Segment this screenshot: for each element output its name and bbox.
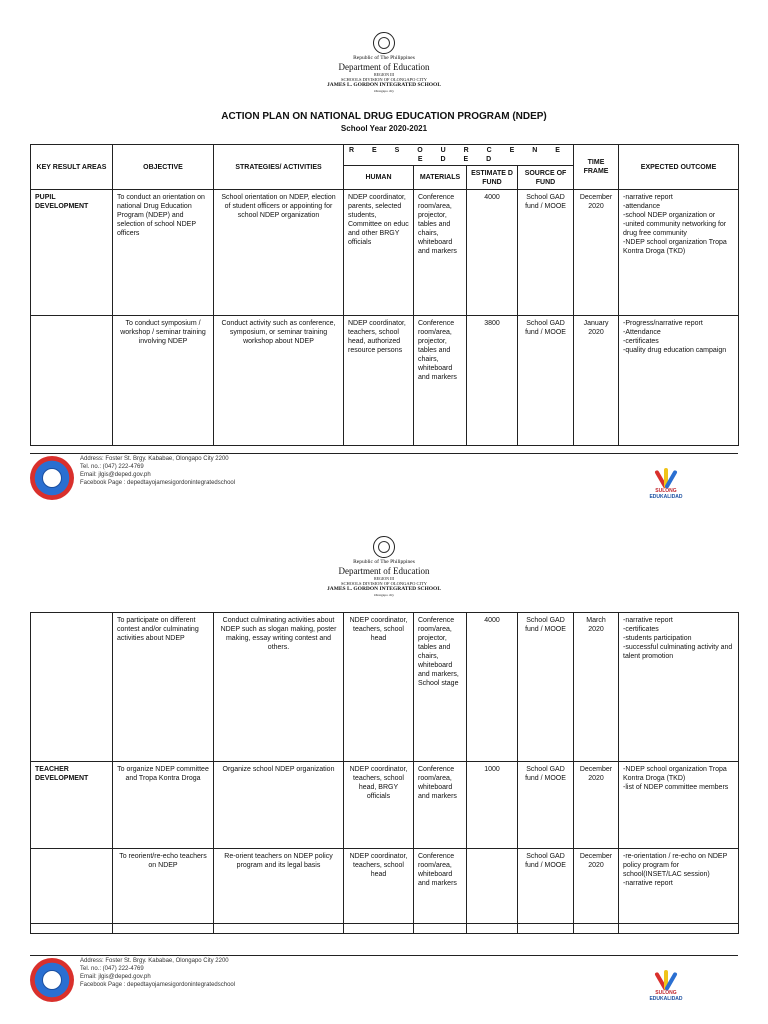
header-key-result-areas: KEY RESULT AREAS: [31, 145, 113, 190]
cell-objective: To conduct symposium / workshop / seminar training involving NDEP: [113, 316, 214, 446]
footer-contact: [80, 957, 235, 989]
table-row: [31, 849, 739, 924]
sulong-edukalidad-logo: [646, 466, 686, 500]
cell-objective: To organize NDEP committee and Tropa Kontra Droga: [113, 762, 214, 849]
footer-email: Email: jlgis@deped.gov.ph: [80, 472, 151, 478]
table-row: [31, 190, 739, 316]
cell-area: PUPIL DEVELOPMENT: [31, 190, 113, 316]
letterhead-republic: Republic of The Philippines: [353, 559, 415, 565]
sulong-mark-icon: [656, 466, 676, 488]
header-resource-needed: R E S O U R C E N E E D E D: [344, 145, 574, 166]
cell-outcome: -NDEP school organization Tropa Kontra Droga (TKD) -list of NDEP committee members: [619, 762, 739, 849]
letterhead-school: JAMES L. GORDON INTEGRATED SCHOOL: [326, 586, 442, 592]
letterhead-republic: Republic of The Philippines: [353, 55, 415, 61]
cell-objective: To reorient/re-echo teachers on NDEP: [113, 849, 214, 924]
letterhead-division: SCHOOLS DIVISION OF OLONGAPO CITY: [340, 581, 427, 586]
cell-outcome: -Progress/narrative report -Attendance -certificates -quality drug education campaign: [619, 316, 739, 446]
school-logo-icon: [30, 958, 74, 1002]
cell-human: NDEP coordinator, parents, selected students, Committee on educ and other BRGY officials: [344, 190, 414, 316]
cell-source: School GAD fund / MOOE: [518, 762, 574, 849]
letterhead: [0, 32, 768, 93]
footer-facebook: Facebook Page : depedtayojamesigordonintegratedschool: [80, 982, 236, 988]
cell-strategies: Organize school NDEP organization: [214, 762, 344, 849]
cell-fund: [467, 849, 518, 924]
cell-materials: Conference room/area, whiteboard and markers: [414, 849, 467, 924]
letterhead-department: Department of Education: [338, 566, 430, 576]
cell-area: TEACHER DEVELOPMENT: [31, 762, 113, 849]
cell-fund: 4000: [467, 190, 518, 316]
cell-strategies: Conduct activity such as conference, symposium, or seminar training workshop about NDEP: [214, 316, 344, 446]
cell-time: December 2020: [574, 849, 619, 924]
cell-strategies: School orientation on NDEP, election of student officers or appointing for school NDEP organization: [214, 190, 344, 316]
cell-materials: Conference room/area, projector, tables and chairs, whiteboard and markers: [414, 316, 467, 446]
deped-seal-icon: [373, 32, 395, 54]
header-human: HUMAN: [344, 166, 414, 190]
cell-time: March 2020: [574, 613, 619, 762]
sulong-text-1: SULONG: [655, 488, 677, 494]
footer-address: Address: Foster St. Brgy. Kababae, Olongapo City 2200: [80, 958, 229, 964]
header-objective: OBJECTIVE: [113, 145, 214, 190]
footer-divider: [30, 955, 738, 956]
cell-objective: To participate on different contest and/or culminating activities about NDEP: [113, 613, 214, 762]
footer-address: Address: Foster St. Brgy. Kababae, Olongapo City 2200: [80, 456, 229, 462]
letterhead-city: Olongapo city: [374, 89, 394, 93]
cell-objective: To conduct an orientation on national Drug Education Program (NDEP) and selection of school NDEP officers: [113, 190, 214, 316]
sulong-text-2: EDUKALIDAD: [649, 996, 683, 1002]
header-materials: MATERIALS: [414, 166, 467, 190]
table-row-empty: [31, 923, 739, 933]
footer-facebook: Facebook Page : depedtayojamesigordonintegratedschool: [80, 480, 236, 486]
deped-seal-icon: [373, 536, 395, 558]
table-row: [31, 613, 739, 762]
header-strategies: STRATEGIES/ ACTIVITIES: [214, 145, 344, 190]
letterhead-region: REGION III: [373, 72, 395, 77]
cell-outcome: -narrative report -certificates -students participation -successful culminating activity and talent promotion: [619, 613, 739, 762]
table-row: [31, 316, 739, 446]
cell-fund: 3800: [467, 316, 518, 446]
cell-materials: Conference room/area, projector, tables and chairs, whiteboard and markers, School stage: [414, 613, 467, 762]
cell-area: [31, 316, 113, 446]
cell-time: January 2020: [574, 316, 619, 446]
letterhead-department: Department of Education: [338, 62, 430, 72]
school-year: School Year 2020-2021: [340, 124, 428, 133]
header-estimated-fund: ESTIMATE D FUND: [467, 166, 518, 190]
sulong-mark-icon: [656, 968, 676, 990]
action-plan-table-continued: [30, 612, 739, 934]
footer-contact: [80, 455, 235, 487]
cell-area: [31, 613, 113, 762]
document-page-1: [0, 0, 768, 502]
cell-materials: Conference room/area, projector, tables and chairs, whiteboard and markers: [414, 190, 467, 316]
cell-area: [31, 849, 113, 924]
cell-outcome: -re-orientation / re-echo on NDEP policy program for school(INSET/LAC session) -narrative report: [619, 849, 739, 924]
letterhead-region: REGION III: [373, 576, 395, 581]
sulong-text-2: EDUKALIDAD: [649, 494, 683, 500]
footer-email: Email: jlgis@deped.gov.ph: [80, 974, 151, 980]
letterhead-school: JAMES L. GORDON INTEGRATED SCHOOL: [326, 82, 442, 88]
letterhead-city: Olongapo city: [374, 593, 394, 597]
table-row: [31, 762, 739, 849]
school-logo-icon: [30, 456, 74, 500]
cell-strategies: Conduct culminating activities about NDEP such as slogan making, poster making, essay writing contest and others.: [214, 613, 344, 762]
cell-source: School GAD fund / MOOE: [518, 190, 574, 316]
letterhead: [0, 536, 768, 597]
footer-tel: Tel. no.: (047) 222-4769: [80, 966, 144, 972]
header-source-of-fund: SOURCE OF FUND: [518, 166, 574, 190]
cell-source: School GAD fund / MOOE: [518, 613, 574, 762]
cell-materials: Conference room/area, whiteboard and markers: [414, 762, 467, 849]
cell-source: School GAD fund / MOOE: [518, 849, 574, 924]
cell-outcome: -narrative report -attendance -school NDEP organization or -united community networking for drug free community -NDEP school organization Tropa Kontra Droga (TKD): [619, 190, 739, 316]
sulong-text-1: SULONG: [655, 990, 677, 996]
letterhead-division: SCHOOLS DIVISION OF OLONGAPO CITY: [340, 77, 427, 82]
cell-human: NDEP coordinator, teachers, school head: [344, 613, 414, 762]
cell-strategies: Re-orient teachers on NDEP policy program and its legal basis: [214, 849, 344, 924]
cell-source: School GAD fund / MOOE: [518, 316, 574, 446]
action-plan-table: [30, 144, 739, 446]
footer-tel: Tel. no.: (047) 222-4769: [80, 464, 144, 470]
document-page-2: [0, 502, 768, 1024]
cell-human: NDEP coordinator, teachers, school head, BRGY officials: [344, 762, 414, 849]
footer-divider: [30, 453, 738, 454]
document-title: ACTION PLAN ON NATIONAL DRUG EDUCATION PROGRAM (NDEP): [221, 111, 547, 122]
cell-fund: 4000: [467, 613, 518, 762]
cell-fund: 1000: [467, 762, 518, 849]
sulong-edukalidad-logo: [646, 968, 686, 1002]
cell-human: NDEP coordinator, teachers, school head: [344, 849, 414, 924]
header-expected-outcome: EXPECTED OUTCOME: [619, 145, 739, 190]
cell-time: December 2020: [574, 190, 619, 316]
cell-human: NDEP coordinator, teachers, school head, authorized resource persons: [344, 316, 414, 446]
header-time-frame: TIME FRAME: [574, 145, 619, 190]
cell-time: December 2020: [574, 762, 619, 849]
